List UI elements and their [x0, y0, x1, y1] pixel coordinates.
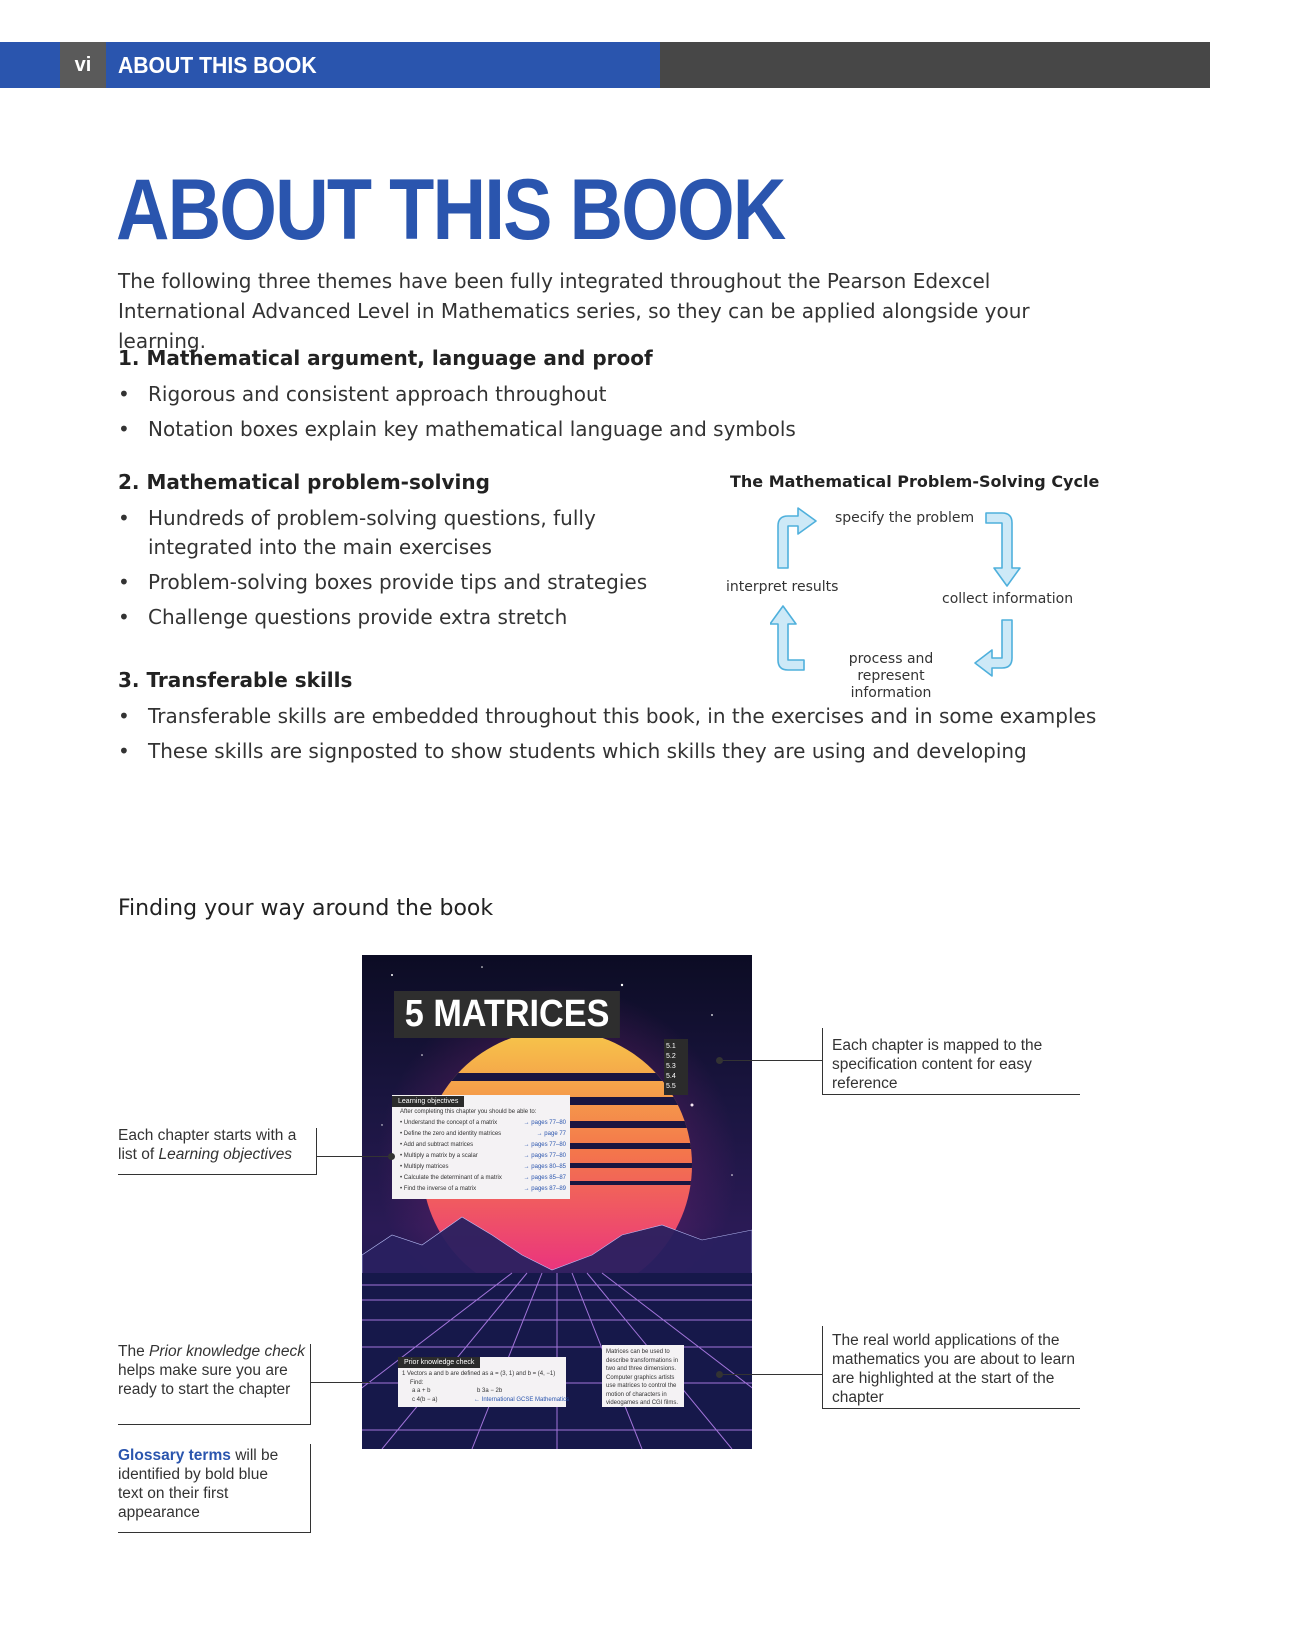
cycle-arrow-top-right: [986, 513, 1020, 586]
prior-reference: ← International GCSE Mathematics: [474, 1397, 570, 1403]
callout-rule: [822, 1326, 823, 1408]
objective-text: Calculate the determinant of a matrix: [403, 1175, 502, 1181]
objective-text: Multiply matrices: [403, 1164, 449, 1170]
list-item: • Problem-solving boxes provide tips and strategies: [118, 568, 698, 597]
objective-text: Add and subtract matrices: [403, 1142, 474, 1148]
cycle-label-interpret: interpret results: [726, 579, 839, 595]
objective-page: → page 77: [536, 1131, 566, 1137]
callout-rule: [822, 1408, 1080, 1409]
callout-spec-mapping: Each chapter is mapped to the specification content for easy reference: [832, 1037, 1043, 1092]
callout-rule: [118, 1174, 317, 1175]
objective-text: Define the zero and identity matrices: [403, 1131, 502, 1137]
running-header-title: ABOUT THIS BOOK: [118, 52, 317, 78]
objective-row: • Calculate the determinant of a matrix → pages 85–87: [400, 1175, 566, 1181]
objective-text: Find the inverse of a matrix: [403, 1186, 477, 1192]
objective-row: • Define the zero and identity matrices → page 77: [400, 1131, 566, 1137]
theme-1-heading: 1. Mathematical argument, language and proof: [118, 346, 653, 370]
cover-chapter-title: 5 MATRICES: [394, 991, 620, 1038]
objective-page: → pages 87–89: [523, 1186, 566, 1192]
theme-2-list: [118, 504, 698, 638]
callout-glossary-term: Glossary terms: [118, 1447, 231, 1464]
callout-text: Each chapter starts with a: [118, 1127, 297, 1144]
theme-3-list: [118, 702, 1118, 772]
objective-page: → pages 85–87: [523, 1175, 566, 1181]
chapter-cover-image: [362, 955, 752, 1449]
prior-part-a: a a + b: [412, 1388, 431, 1394]
list-item: • Transferable skills are embedded throughout this book, in the exercises and in some examples: [118, 702, 1118, 731]
section-heading-finding: Finding your way around the book: [118, 896, 494, 921]
cycle-label-specify: specify the problem: [835, 510, 975, 526]
callout-rule: [310, 1344, 311, 1424]
callout-rule: [118, 1532, 311, 1533]
callout-text: list of: [118, 1146, 155, 1163]
theme-1-list: [118, 380, 1018, 450]
callout-learning-objectives: [118, 1126, 328, 1164]
objective-row: • Add and subtract matrices → pages 77–80: [400, 1142, 566, 1148]
objective-page: → pages 77–80: [523, 1153, 566, 1159]
list-item: • Rigorous and consistent approach throughout: [118, 380, 1018, 409]
cycle-arrow-bottom-left: [770, 606, 804, 670]
objective-row: • Multiply a matrix by a scalar → pages 77–80: [400, 1153, 566, 1159]
cycle-arrow-top-left: [778, 508, 816, 568]
cycle-label-collect: collect information: [942, 591, 1074, 607]
leader-dot: [716, 1371, 723, 1378]
objective-row: • Multiply matrices → pages 80–85: [400, 1164, 566, 1170]
callout-rule: [310, 1444, 311, 1532]
theme-2-heading: 2. Mathematical problem-solving: [118, 470, 490, 494]
callout-rule: [118, 1424, 311, 1425]
page-title: ABOUT THIS BOOK: [116, 162, 785, 258]
section-number: 5.3: [666, 1063, 676, 1070]
callout-real-world: The real world applications of the mathematics you are about to learn are highlighted at the start of the chapter: [832, 1332, 1075, 1406]
objective-page: → pages 77–80: [523, 1142, 566, 1148]
objective-page: → pages 77–80: [523, 1120, 566, 1126]
callout-rule: [822, 1094, 1080, 1095]
prior-find: Find:: [410, 1380, 424, 1386]
objective-row: • Find the inverse of a matrix → pages 87–89: [400, 1186, 566, 1192]
list-item: • Notation boxes explain key mathematical language and symbols: [118, 415, 1018, 444]
callout-rule: [822, 1028, 823, 1094]
cycle-arrow-bottom-right: [975, 620, 1012, 676]
callout-prior-knowledge: [118, 1342, 308, 1399]
cover-section-list: [664, 1039, 688, 1095]
cycle-label-process-line2: represent information: [850, 668, 932, 701]
leader-dot: [388, 1153, 395, 1160]
header-bar-dark: [660, 42, 1210, 88]
real-world-box: Matrices can be used to describe transformations in two and three dimensions. Computer graphics artists use matrices to control the motion of characters in videogames and CGI films.: [602, 1345, 684, 1407]
callout-rule: [316, 1128, 317, 1174]
prior-part-c: c 4(b − a): [412, 1397, 438, 1403]
page-number: vi: [60, 42, 106, 88]
section-number: 5.1: [666, 1043, 676, 1050]
objective-row: • Understand the concept of a matrix → pages 77–80: [400, 1120, 566, 1126]
objective-text: Understand the concept of a matrix: [403, 1120, 498, 1126]
leader-line: [720, 1374, 822, 1375]
callout-emphasis: Prior knowledge check: [149, 1343, 305, 1360]
cycle-title: The Mathematical Problem-Solving Cycle: [730, 472, 1100, 491]
leader-line: [316, 1156, 392, 1157]
list-item: • Hundreds of problem-solving questions, fully integrated into the main exercises: [118, 504, 698, 562]
objective-page: → pages 80–85: [523, 1164, 566, 1170]
callout-emphasis: Learning objectives: [158, 1146, 293, 1163]
section-number: 5.2: [666, 1053, 676, 1060]
prior-knowledge-label: Prior knowledge check: [398, 1357, 480, 1368]
intro-paragraph: The following three themes have been fully integrated throughout the Pearson Edexcel International Advanced Level in Mathematics series, so they can be applied alongside your learning.: [118, 269, 1030, 353]
prior-question: 1 Vectors a and b are defined as a = (3, 1) and b = (4, −1): [402, 1371, 556, 1377]
callout-text: The: [118, 1343, 145, 1360]
leader-line: [310, 1382, 370, 1383]
prior-part-b: b 3a − 2b: [477, 1388, 503, 1394]
learning-objectives-intro: After completing this chapter you should be able to:: [400, 1109, 537, 1115]
leader-dot: [716, 1057, 723, 1064]
list-item: • Challenge questions provide extra stretch: [118, 603, 698, 632]
learning-objectives-label: Learning objectives: [392, 1096, 464, 1107]
theme-3-heading: 3. Transferable skills: [118, 668, 353, 692]
leader-line: [720, 1060, 822, 1061]
cycle-label-process-line1: process and: [848, 651, 934, 667]
callout-text: helps make sure you are ready to start the chapter: [118, 1362, 291, 1398]
objective-text: Multiply a matrix by a scalar: [403, 1153, 478, 1159]
section-number: 5.5: [666, 1083, 676, 1090]
cycle-label-process: [816, 651, 966, 702]
callout-glossary: [118, 1446, 293, 1522]
section-number: 5.4: [666, 1073, 676, 1080]
callout-text: will be identified by bold blue text on their first appearance: [118, 1447, 279, 1521]
list-item: • These skills are signposted to show students which skills they are using and developing: [118, 737, 1118, 766]
